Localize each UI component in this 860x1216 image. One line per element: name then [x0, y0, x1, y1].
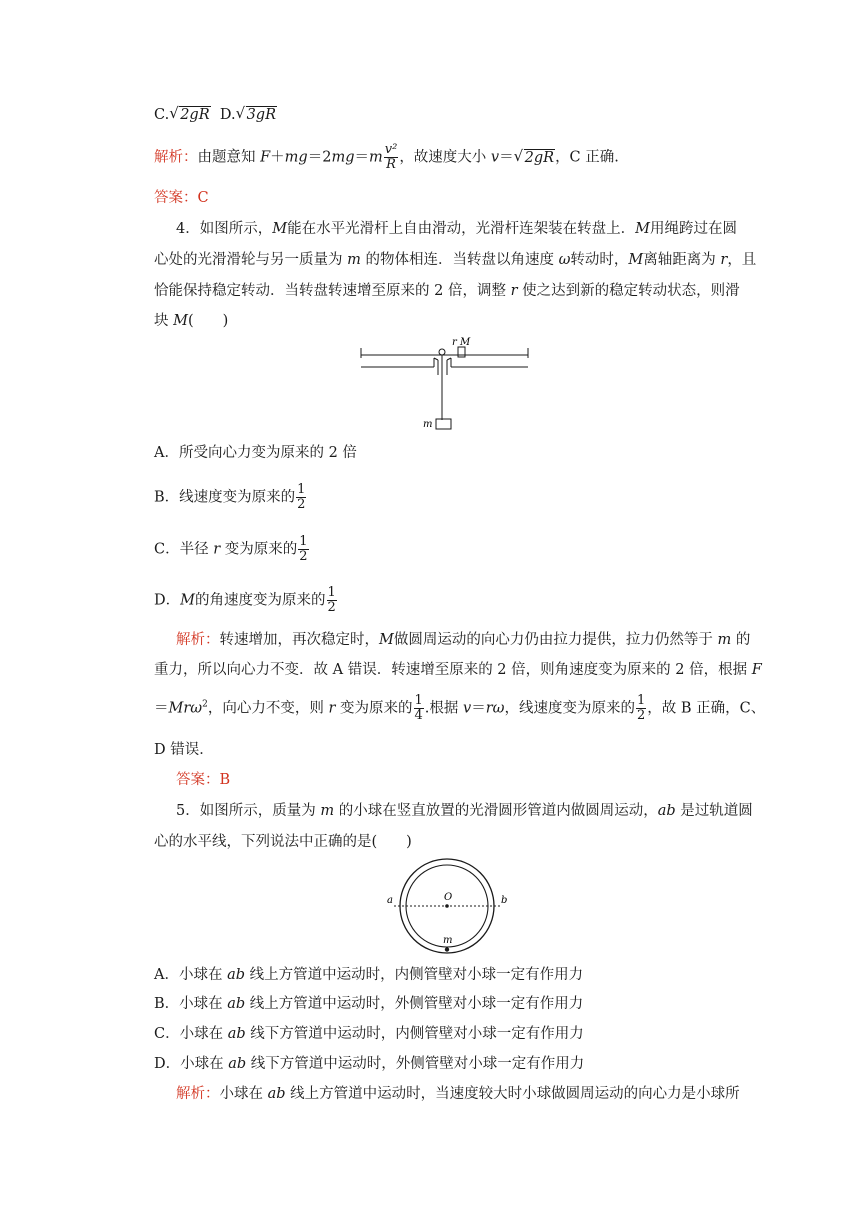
label-M: M — [460, 337, 471, 348]
sqrt-2gR: √ 2gR — [169, 104, 210, 123]
q4-turntable-figure — [350, 330, 540, 435]
q4-stem-line3: 恰能保持稳定转动．当转盘转速增至原来的 2 倍，调整 r 使之达到新的稳定转动状态，则滑 — [154, 283, 740, 299]
answer-label: 答案： — [154, 190, 198, 206]
analysis-label: 解析： — [154, 149, 198, 166]
fraction-half: $\frac{1}{2}$ — [297, 482, 306, 512]
fraction-quarter: $\frac{1}{4}$ — [414, 693, 423, 723]
q4-analysis-line4: D 错误． — [154, 742, 214, 758]
answer-label: 答案： — [176, 772, 220, 788]
label-r: r — [452, 337, 457, 348]
fraction-v2-over-R: $\frac{\text{v²}}{R}$ — [384, 142, 398, 172]
fraction-half: $\frac{1}{2}$ — [636, 693, 646, 723]
option-c-label: C. — [154, 107, 170, 123]
q4-stem-line1: 4．如图所示，M能在水平光滑杆上自由滑动，光滑杆连架装在转盘上．M用绳跨过在圆 — [176, 221, 737, 237]
q4-option-d: D．M的角速度变为原来的 $\frac{1}{2}$ — [154, 585, 336, 615]
q3-answer — [154, 188, 209, 208]
label-b: b — [501, 895, 508, 906]
q5-circular-tube-figure — [380, 858, 510, 958]
q4-analysis-line1: 解析：转速增加，再次稳定时，M做圆周运动的向心力仍由拉力提供，拉力仍然等于 m 的 — [176, 632, 751, 648]
option-d-label: D. — [219, 107, 236, 123]
q3-options-cd — [154, 105, 277, 125]
fraction-half: $\frac{1}{2}$ — [327, 585, 336, 615]
answer-value: C — [197, 190, 209, 206]
analysis-label: 解析： — [176, 632, 220, 648]
sqrt-3gR: √ 3gR — [235, 104, 276, 123]
label-m: m — [423, 419, 433, 430]
q4-stem-line2: 心处的光滑滑轮与另一质量为 m 的物体相连．当转盘以角速度 ω转动时，M离轴距离为 r，且 — [154, 252, 757, 268]
label-a: a — [387, 895, 393, 906]
q4-option-b: B．线速度变为原来的 $\frac{1}{2}$ — [154, 482, 306, 512]
q4-analysis-line2: 重力，所以向心力不变．故 A 错误．转速增至原来的 2 倍，则角速度变为原来的 2 倍，根据 F — [154, 662, 762, 678]
q5-stem-line1: 5．如图所示，质量为 m 的小球在竖直放置的光滑圆形管道内做圆周运动，ab 是过轨道圆 — [176, 803, 753, 819]
label-m: m — [443, 935, 453, 946]
q5-option-d: D．小球在 ab 线下方管道中运动时，外侧管壁对小球一定有作用力 — [154, 1056, 585, 1072]
q4-analysis-line3: ＝Mrω$^2$，向心力不变，则 r 变为原来的 $\frac{1}{4}$ .根据 v＝rω，线速度变为原来的 $\frac{1}{2}$ ，故 B 正确，C、 — [154, 693, 766, 723]
q5-option-b: B．小球在 ab 线上方管道中运动时，外侧管壁对小球一定有作用力 — [154, 996, 584, 1012]
q5-option-c: C．小球在 ab 线下方管道中运动时，内侧管壁对小球一定有作用力 — [154, 1026, 584, 1042]
q4-option-a: A．所受向心力变为原来的 2 倍 — [154, 445, 357, 461]
q4-stem-line4: 块 M( ) — [154, 313, 229, 329]
q5-stem-line2: 心的水平线，下列说法中正确的是( ) — [154, 834, 412, 850]
answer-value: B — [219, 772, 231, 788]
label-O: O — [444, 892, 453, 903]
analysis-label: 解析： — [176, 1086, 220, 1102]
q4-option-c: C．半径 r 变为原来的 $\frac{1}{2}$ — [154, 534, 308, 564]
q4-answer — [176, 770, 230, 790]
sqrt-2gR-answer: √ 2gR — [513, 146, 555, 166]
fraction-half: $\frac{1}{2}$ — [299, 534, 308, 564]
q5-option-a: A．小球在 ab 线上方管道中运动时，内侧管壁对小球一定有作用力 — [154, 967, 584, 983]
q5-analysis: 解析：小球在 ab 线上方管道中运动时，当速度较大时小球做圆周运动的向心力是小球所 — [176, 1086, 740, 1102]
q3-analysis: 解析：由题意知 F＋mg＝2mg＝m $\frac{\text{v²}}{R}$ ，故速度大小 v＝ √ 2gR，C 正确. — [154, 142, 619, 172]
